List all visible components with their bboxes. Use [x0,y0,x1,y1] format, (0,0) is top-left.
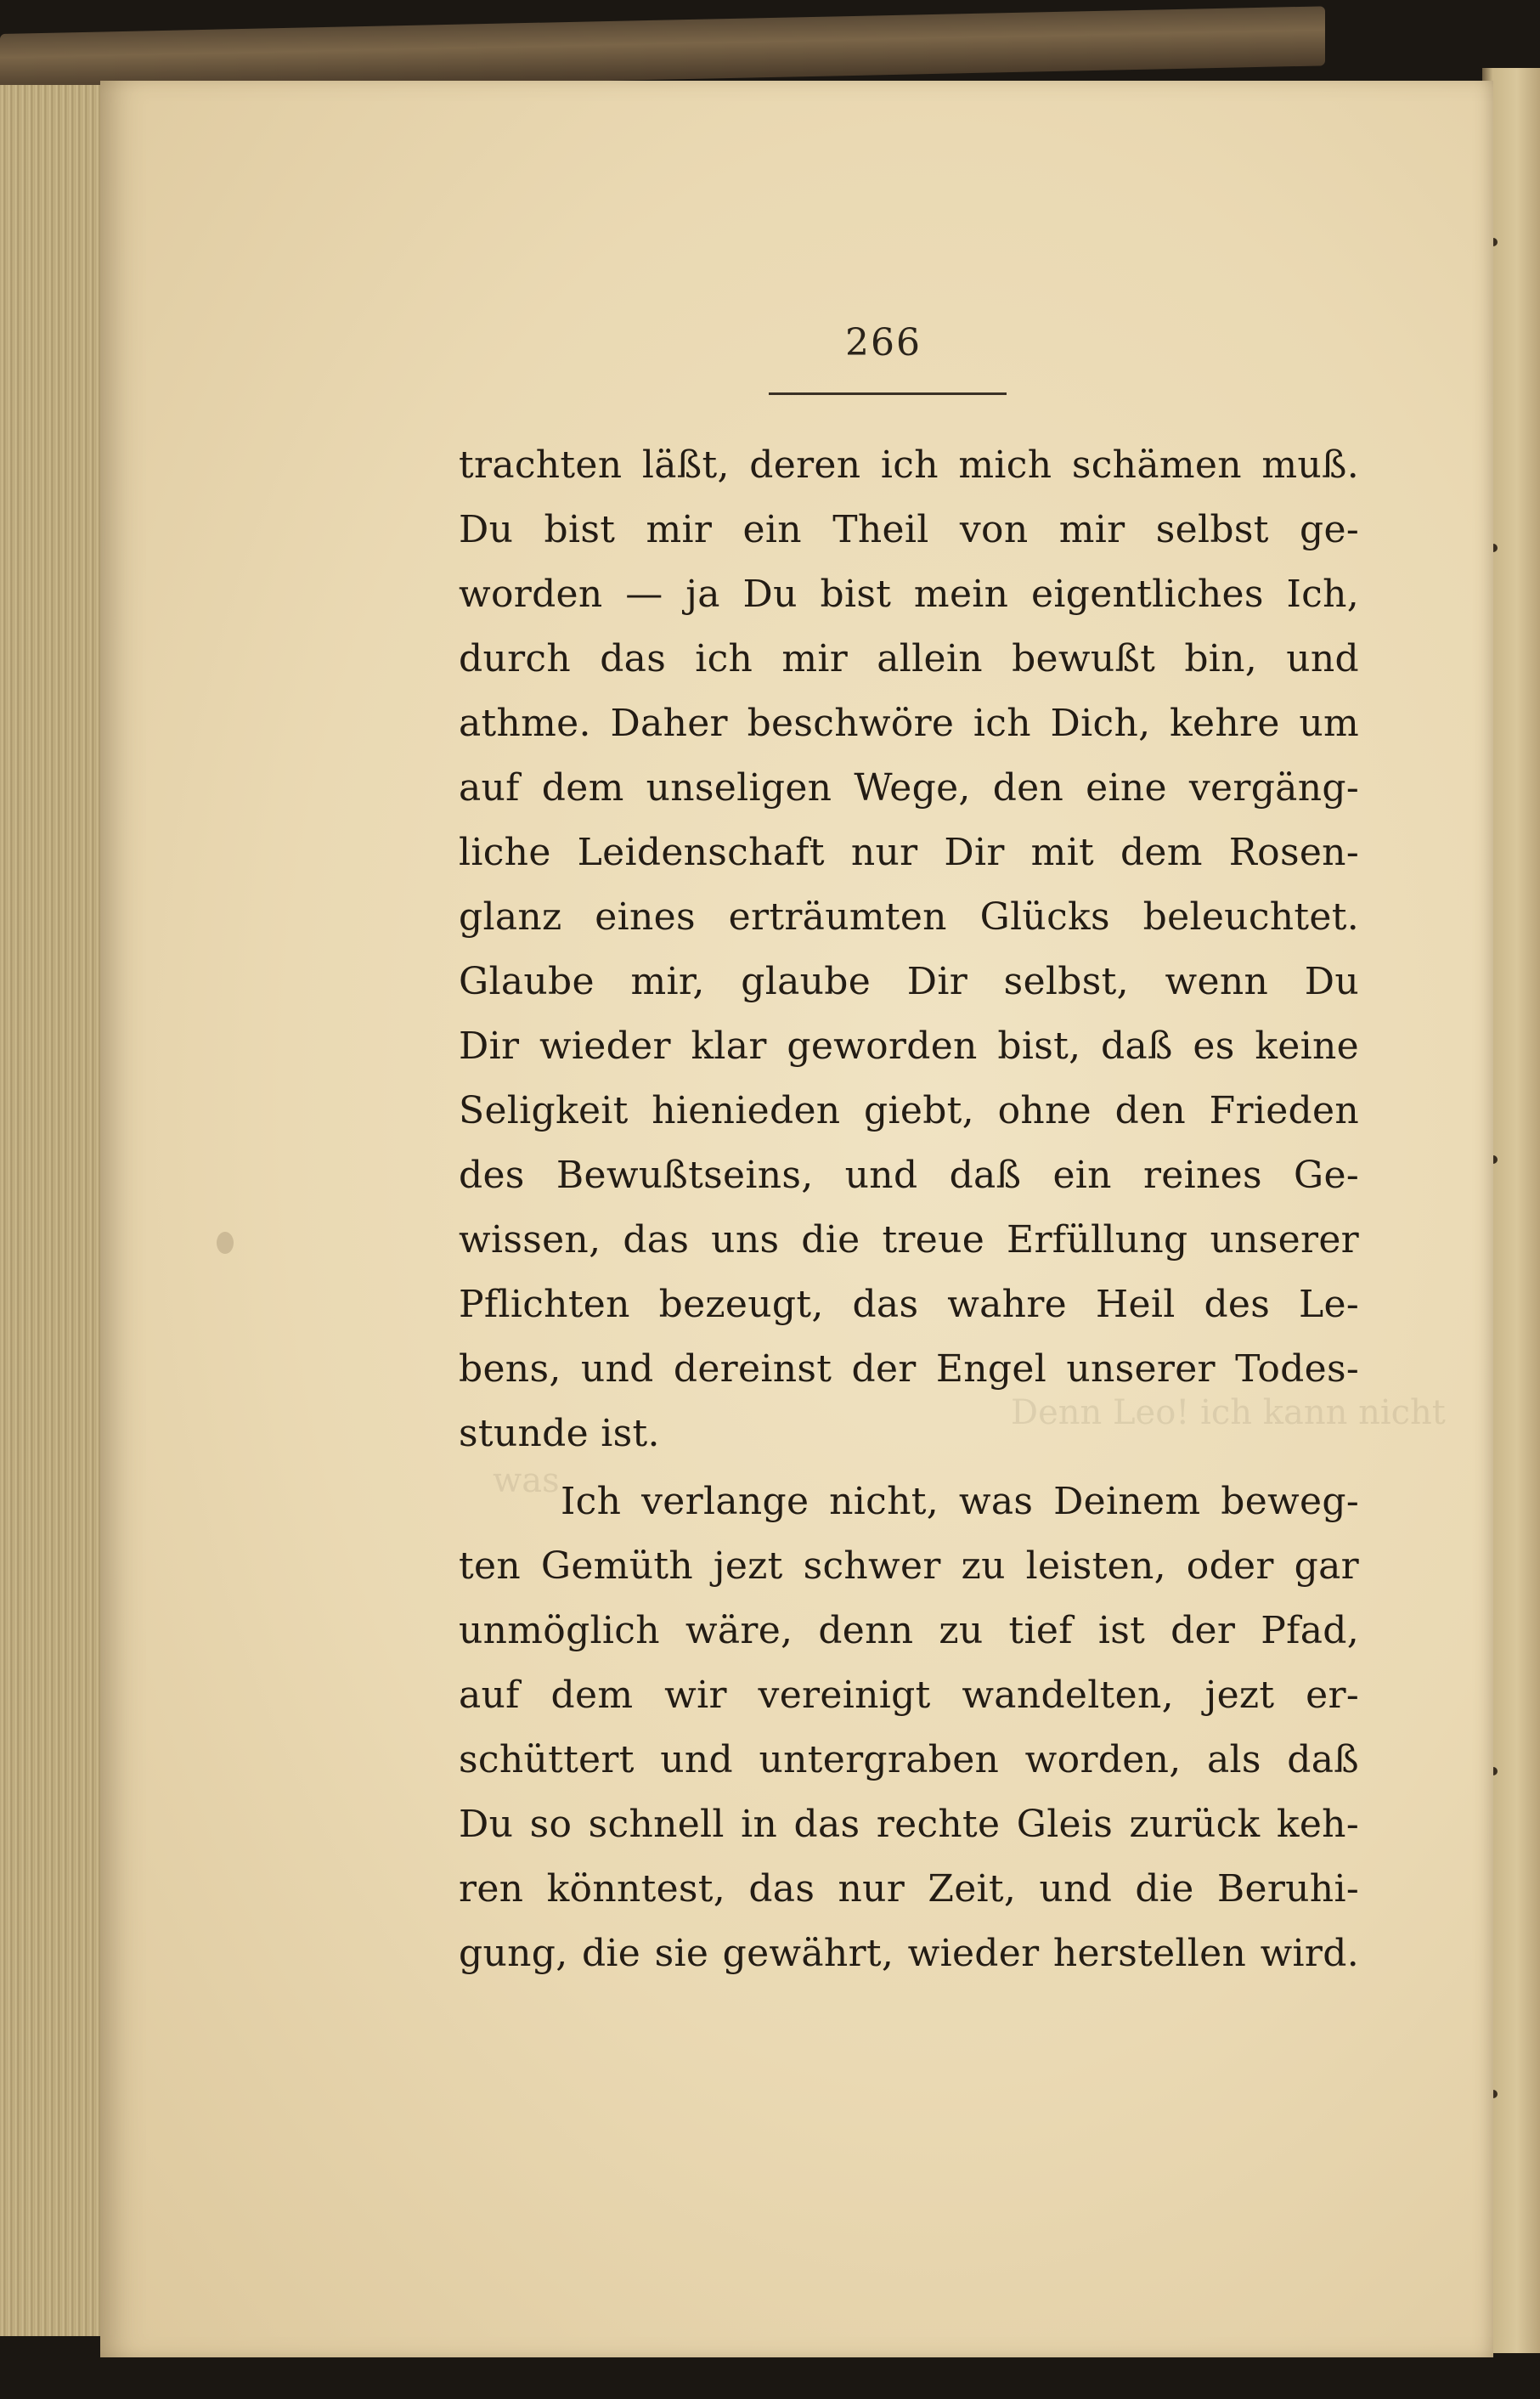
text-line: Ich verlange nicht, was Deinem beweg- [561,1480,1359,1523]
text-line: des Bewußtseins, und daß ein reines Ge- [459,1154,1359,1197]
text-line: auf dem wir vereinigt wandelten, jezt er- [459,1674,1359,1717]
text-line: gung, die sie gewährt, wieder herstellen wird. [459,1932,1359,1975]
text-line: Du so schnell in das rechte Gleis zurück keh- [459,1803,1359,1846]
header-rule [769,392,1007,395]
paragraph [459,1470,1359,1986]
show-through-text: was [493,1461,560,1500]
text-line: glanz eines erträumten Glücks beleuchtet. [459,895,1359,939]
text-line: Du bist mir ein Theil von mir selbst ge- [459,508,1359,551]
text-line: worden — ja Du bist mein eigentliches Ich, [459,573,1359,616]
text-line: ten Gemüth jezt schwer zu leisten, oder gar [459,1544,1359,1588]
paragraph [459,433,1359,1466]
text-line: Seligkeit hienieden giebt, ohne den Frieden [459,1089,1359,1132]
text-line: Dir wieder klar geworden bist, daß es keine [459,1025,1359,1068]
text-line: Glaube mir, glaube Dir selbst, wenn Du [459,960,1359,1003]
show-through-text: Denn Leo! ich kann nicht [1011,1393,1446,1432]
body-text [459,433,1359,1986]
text-line: ren könntest, das nur Zeit, und die Beruhi- [459,1867,1359,1911]
page-stack-edges [0,85,113,2336]
text-line: wissen, das uns die treue Erfüllung unserer [459,1218,1359,1262]
text-line: bens, und dereinst der Engel unserer Todes- [459,1347,1359,1391]
text-line: trachten läßt, deren ich mich schämen muß. [459,443,1359,487]
text-line: liche Leidenschaft nur Dir mit dem Rosen- [459,831,1359,874]
page-number: 266 [845,321,922,364]
text-line: athme. Daher beschwöre ich Dich, kehre um [459,702,1359,745]
text-line: Pflichten bezeugt, das wahre Heil des Le- [459,1283,1359,1326]
text-line: unmöglich wäre, denn zu tief ist der Pfad, [459,1609,1359,1652]
paper-stain [217,1232,234,1254]
text-line: schüttert und untergraben worden, als daß [459,1738,1359,1781]
text-line: stunde ist. [459,1412,660,1455]
text-line: durch das ich mir allein bewußt bin, und [459,637,1359,680]
text-line: auf dem unseligen Wege, den eine vergäng- [459,766,1359,810]
